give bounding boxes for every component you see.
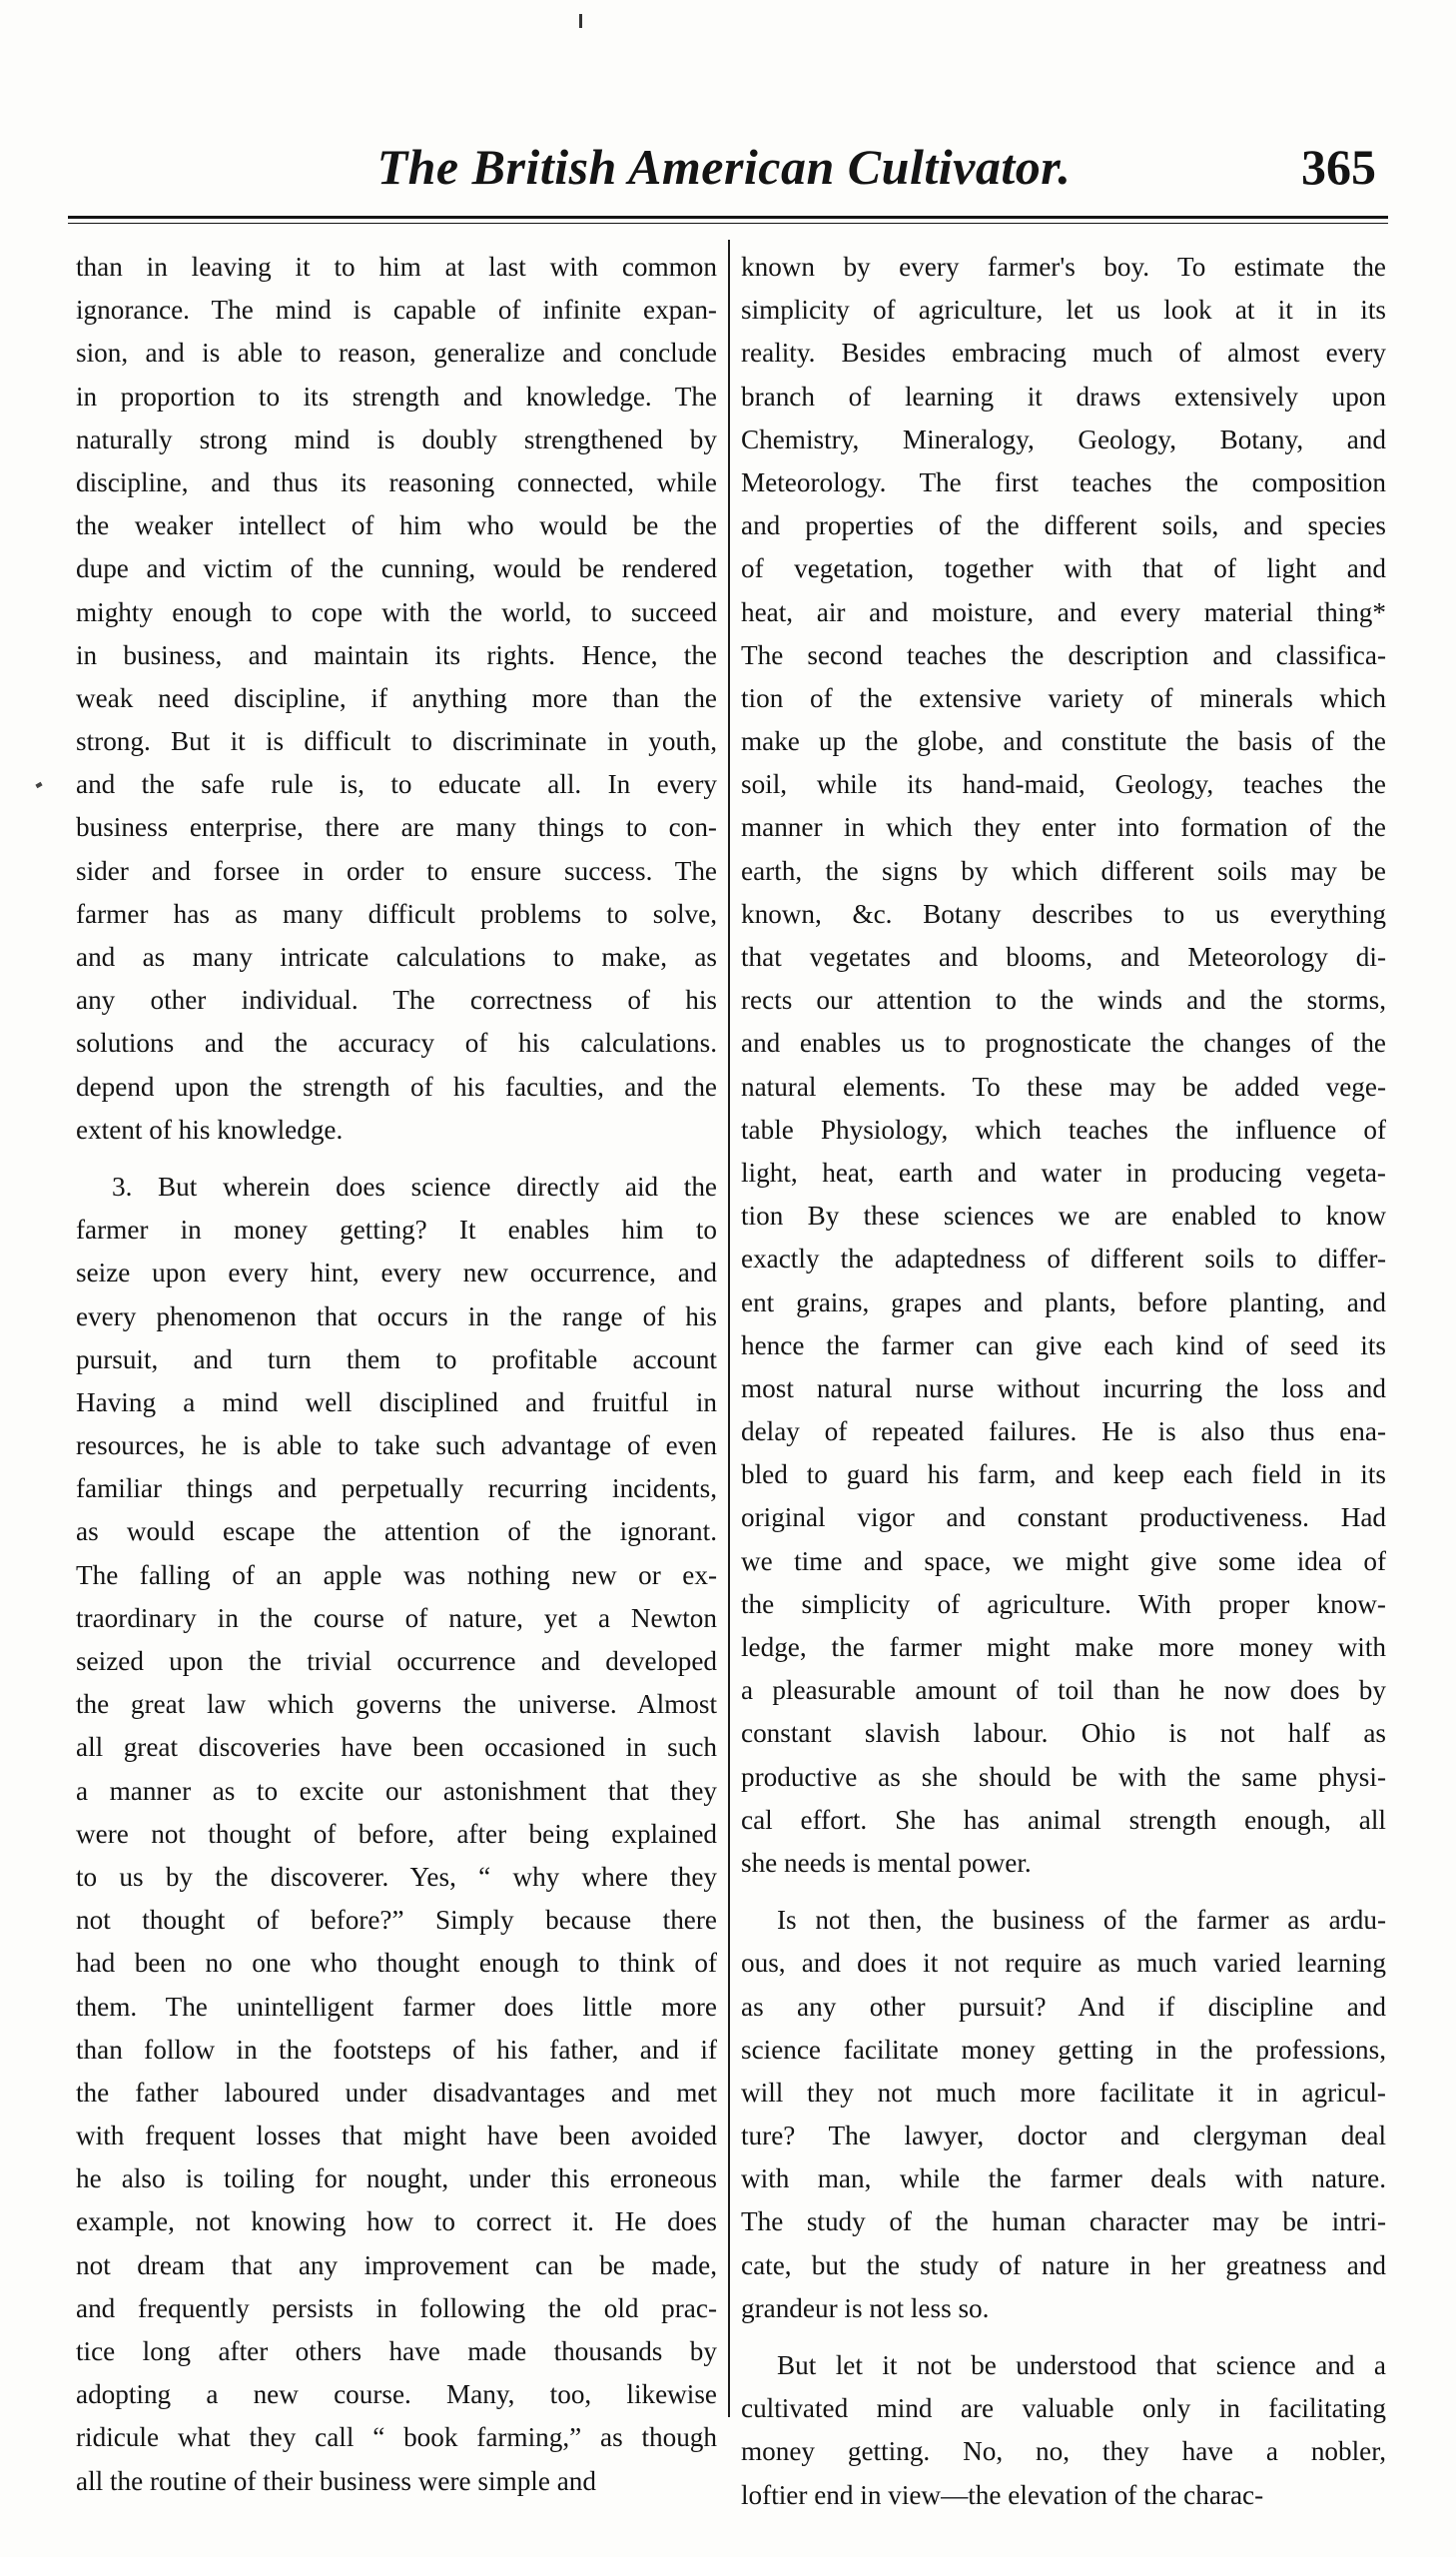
text-line: naturally strong mind is doubly strengthened by [76, 424, 717, 454]
text-line: than in leaving it to him at last with common [76, 252, 717, 282]
text-line: soil, while its hand-maid, Geology, teaches the [741, 769, 1386, 800]
text-line: example, not knowing how to correct it. He does [76, 2206, 717, 2237]
text-line: the simplicity of agriculture. With proper know- [741, 1588, 1386, 1619]
text-line: manner in which they enter into formation of the [741, 812, 1386, 843]
text-line: weak need discipline, if anything more than the [76, 682, 717, 713]
right-column [741, 246, 1386, 2510]
text-line: extent of his knowledge. [76, 1114, 344, 1145]
text-line: tion By these sciences we are enabled to know [741, 1201, 1386, 1232]
text-line: Chemistry, Mineralogy, Geology, Botany, and [741, 424, 1386, 454]
text-line: all great discoveries have been occasioned in such [76, 1732, 717, 1763]
text-line: with frequent losses that might have been avoided [76, 2121, 717, 2151]
text-line: Meteorology. The first teaches the composition [741, 466, 1386, 497]
text-line: sider and forsee in order to ensure success. The [76, 855, 717, 886]
text-line: But let it not be understood that science and a [777, 2350, 1386, 2380]
running-head [60, 138, 1388, 208]
text-line: familiar things and perpetually recurring incidents, [76, 1473, 717, 1504]
text-line: to us by the discoverer. Yes, “ why where they [76, 1861, 717, 1892]
text-line: known, &c. Botany describes to us everything [741, 898, 1386, 929]
text-line: seized upon the trivial occurrence and developed [76, 1646, 717, 1676]
text-line: sion, and is able to reason, generalize and conclude [76, 338, 717, 369]
stray-ink-mark [35, 782, 42, 788]
text-line: heat, air and moisture, and every material thing* [741, 596, 1386, 627]
text-line: were not thought of before, after being explained [76, 1818, 717, 1849]
text-line: seize upon every hint, every new occurrence, and [76, 1258, 717, 1288]
text-line: rects our attention to the winds and the storms, [741, 985, 1386, 1016]
text-line: farmer has as many difficult problems to solve, [76, 898, 717, 929]
paragraph-gap [76, 1152, 717, 1166]
text-line: tice long after others have made thousands by [76, 2336, 717, 2366]
text-line: adopting a new course. Many, too, likewise [76, 2379, 717, 2410]
text-line: bled to guard his farm, and keep each field in its [741, 1459, 1386, 1490]
paragraph [741, 2344, 1386, 2517]
text-line: grandeur is not less so. [741, 2292, 990, 2323]
text-line: loftier end in view—the elevation of the charac- [741, 2479, 1264, 2510]
text-line: cate, but the study of nature in her greatness and [741, 2249, 1386, 2280]
text-line: depend upon the strength of his faculties, and the [76, 1071, 717, 1102]
text-line: in business, and maintain its rights. Hence, the [76, 639, 717, 670]
page-number: 365 [1301, 139, 1376, 195]
paragraph [741, 246, 1386, 1885]
text-line: and as many intricate calculations to make, as [76, 942, 717, 972]
text-line: mighty enough to cope with the world, to succeed [76, 596, 717, 627]
text-line: the weaker intellect of him who would be the [76, 510, 717, 541]
text-line: pursuit, and turn them to profitable account [76, 1343, 717, 1374]
text-line: discipline, and thus its reasoning connected, while [76, 466, 717, 497]
text-line: the great law which governs the universe. Almost [76, 1689, 717, 1720]
text-line: cultivated mind are valuable only in facilitating [741, 2393, 1386, 2424]
text-line: and enables us to prognosticate the changes of the [741, 1028, 1386, 1059]
text-line: reality. Besides embracing much of almost every [741, 338, 1386, 369]
text-line: will they not much more facilitate it in agricul- [741, 2077, 1386, 2108]
text-line: the father laboured under disadvantages and met [76, 2077, 717, 2108]
paragraph [76, 246, 717, 1152]
paragraph-gap [741, 2330, 1386, 2344]
text-line: tion of the extensive variety of minerals which [741, 682, 1386, 713]
text-line: and frequently persists in following the old prac- [76, 2292, 717, 2323]
text-line: 3. But wherein does science directly aid the [112, 1171, 717, 1202]
paragraph [76, 1166, 717, 2503]
text-line: ignorance. The mind is capable of infinite expan- [76, 295, 717, 326]
text-line: them. The unintelligent farmer does little more [76, 1991, 717, 2022]
text-line: all the routine of their business were simple and [76, 2465, 596, 2496]
header-rule [68, 216, 1388, 219]
text-line: ent grains, grapes and plants, before planting, and [741, 1286, 1386, 1317]
text-line: that vegetates and blooms, and Meteorology di- [741, 942, 1386, 972]
text-line: had been no one who thought enough to think of [76, 1948, 717, 1979]
column-divider [728, 240, 730, 2417]
text-line: of vegetation, together with that of light and [741, 553, 1386, 584]
text-line: delay of repeated failures. He is also thus ena- [741, 1416, 1386, 1447]
text-line: farmer in money getting? It enables him to [76, 1215, 717, 1246]
text-line: than follow in the footsteps of his father, and if [76, 2034, 717, 2065]
text-line: with man, while the farmer deals with nature. [741, 2163, 1386, 2194]
text-line: traordinary in the course of nature, yet a Newton [76, 1602, 717, 1633]
text-line: dupe and victim of the cunning, would be rendered [76, 553, 717, 584]
text-line: cal effort. She has animal strength enough, all [741, 1804, 1386, 1835]
text-line: money getting. No, no, they have a nobler, [741, 2436, 1386, 2467]
text-line: she needs is mental power. [741, 1847, 1032, 1878]
text-line: not dream that any improvement can be made, [76, 2249, 717, 2280]
paragraph-gap [741, 1885, 1386, 1899]
text-line: The second teaches the description and classifica- [741, 639, 1386, 670]
text-line: science facilitate money getting in the professions, [741, 2034, 1386, 2065]
text-line: as would escape the attention of the ignorant. [76, 1516, 717, 1547]
text-line: Is not then, the business of the farmer as ardu- [777, 1905, 1386, 1936]
text-line: natural elements. To these may be added vege- [741, 1071, 1386, 1102]
stray-ink-mark [579, 14, 582, 28]
text-line: table Physiology, which teaches the influence of [741, 1114, 1386, 1145]
text-line: simplicity of agriculture, let us look at it in its [741, 295, 1386, 326]
text-line: business enterprise, there are many things to con- [76, 812, 717, 843]
text-line: a pleasurable amount of toil than he now does by [741, 1675, 1386, 1706]
text-line: Having a mind well disciplined and fruitful in [76, 1386, 717, 1417]
text-line: in proportion to its strength and knowledge. The [76, 381, 717, 412]
text-line: light, heat, earth and water in producing vegeta- [741, 1157, 1386, 1188]
text-line: not thought of before?” Simply because there [76, 1905, 717, 1936]
text-line: resources, he is able to take such advantage of even [76, 1430, 717, 1461]
text-line: we time and space, we might give some idea of [741, 1545, 1386, 1576]
text-line: solutions and the accuracy of his calculations. [76, 1028, 717, 1059]
text-line: make up the globe, and constitute the basis of the [741, 726, 1386, 757]
text-line: ridicule what they call “ book farming,” as though [76, 2422, 717, 2453]
text-line: The study of the human character may be intri- [741, 2206, 1386, 2237]
text-line: most natural nurse without incurring the loss and [741, 1372, 1386, 1403]
text-line: original vigor and constant productiveness. Had [741, 1502, 1386, 1533]
text-line: any other individual. The correctness of his [76, 985, 717, 1016]
text-line: branch of learning it draws extensively upon [741, 381, 1386, 412]
text-line: known by every farmer's boy. To estimate the [741, 252, 1386, 282]
text-line: earth, the signs by which different soils may be [741, 855, 1386, 886]
text-line: and the safe rule is, to educate all. In every [76, 769, 717, 800]
text-line: ous, and does it not require as much varied learning [741, 1948, 1386, 1979]
text-line: constant slavish labour. Ohio is not half as [741, 1718, 1386, 1749]
text-line: exactly the adaptedness of different soils to differ- [741, 1244, 1386, 1275]
text-line: every phenomenon that occurs in the range of his [76, 1300, 717, 1331]
text-line: The falling of an apple was nothing new or ex- [76, 1559, 717, 1590]
text-line: ledge, the farmer might make more money with [741, 1632, 1386, 1662]
text-line: he also is toiling for nought, under this erroneous [76, 2163, 717, 2194]
text-line: strong. But it is difficult to discriminate in youth, [76, 726, 717, 757]
text-line: ture? The lawyer, doctor and clergyman deal [741, 2121, 1386, 2151]
text-line: hence the farmer can give each kind of seed its [741, 1329, 1386, 1360]
text-line: a manner as to excite our astonishment that they [76, 1775, 717, 1806]
left-column [76, 246, 717, 2496]
text-line: as any other pursuit? And if discipline and [741, 1991, 1386, 2022]
text-line: and properties of the different soils, and species [741, 510, 1386, 541]
running-title: The British American Cultivator. [376, 139, 1072, 195]
text-line: productive as she should be with the same physi- [741, 1761, 1386, 1792]
paragraph [741, 1899, 1386, 2330]
header-rule-thin [68, 223, 1388, 224]
